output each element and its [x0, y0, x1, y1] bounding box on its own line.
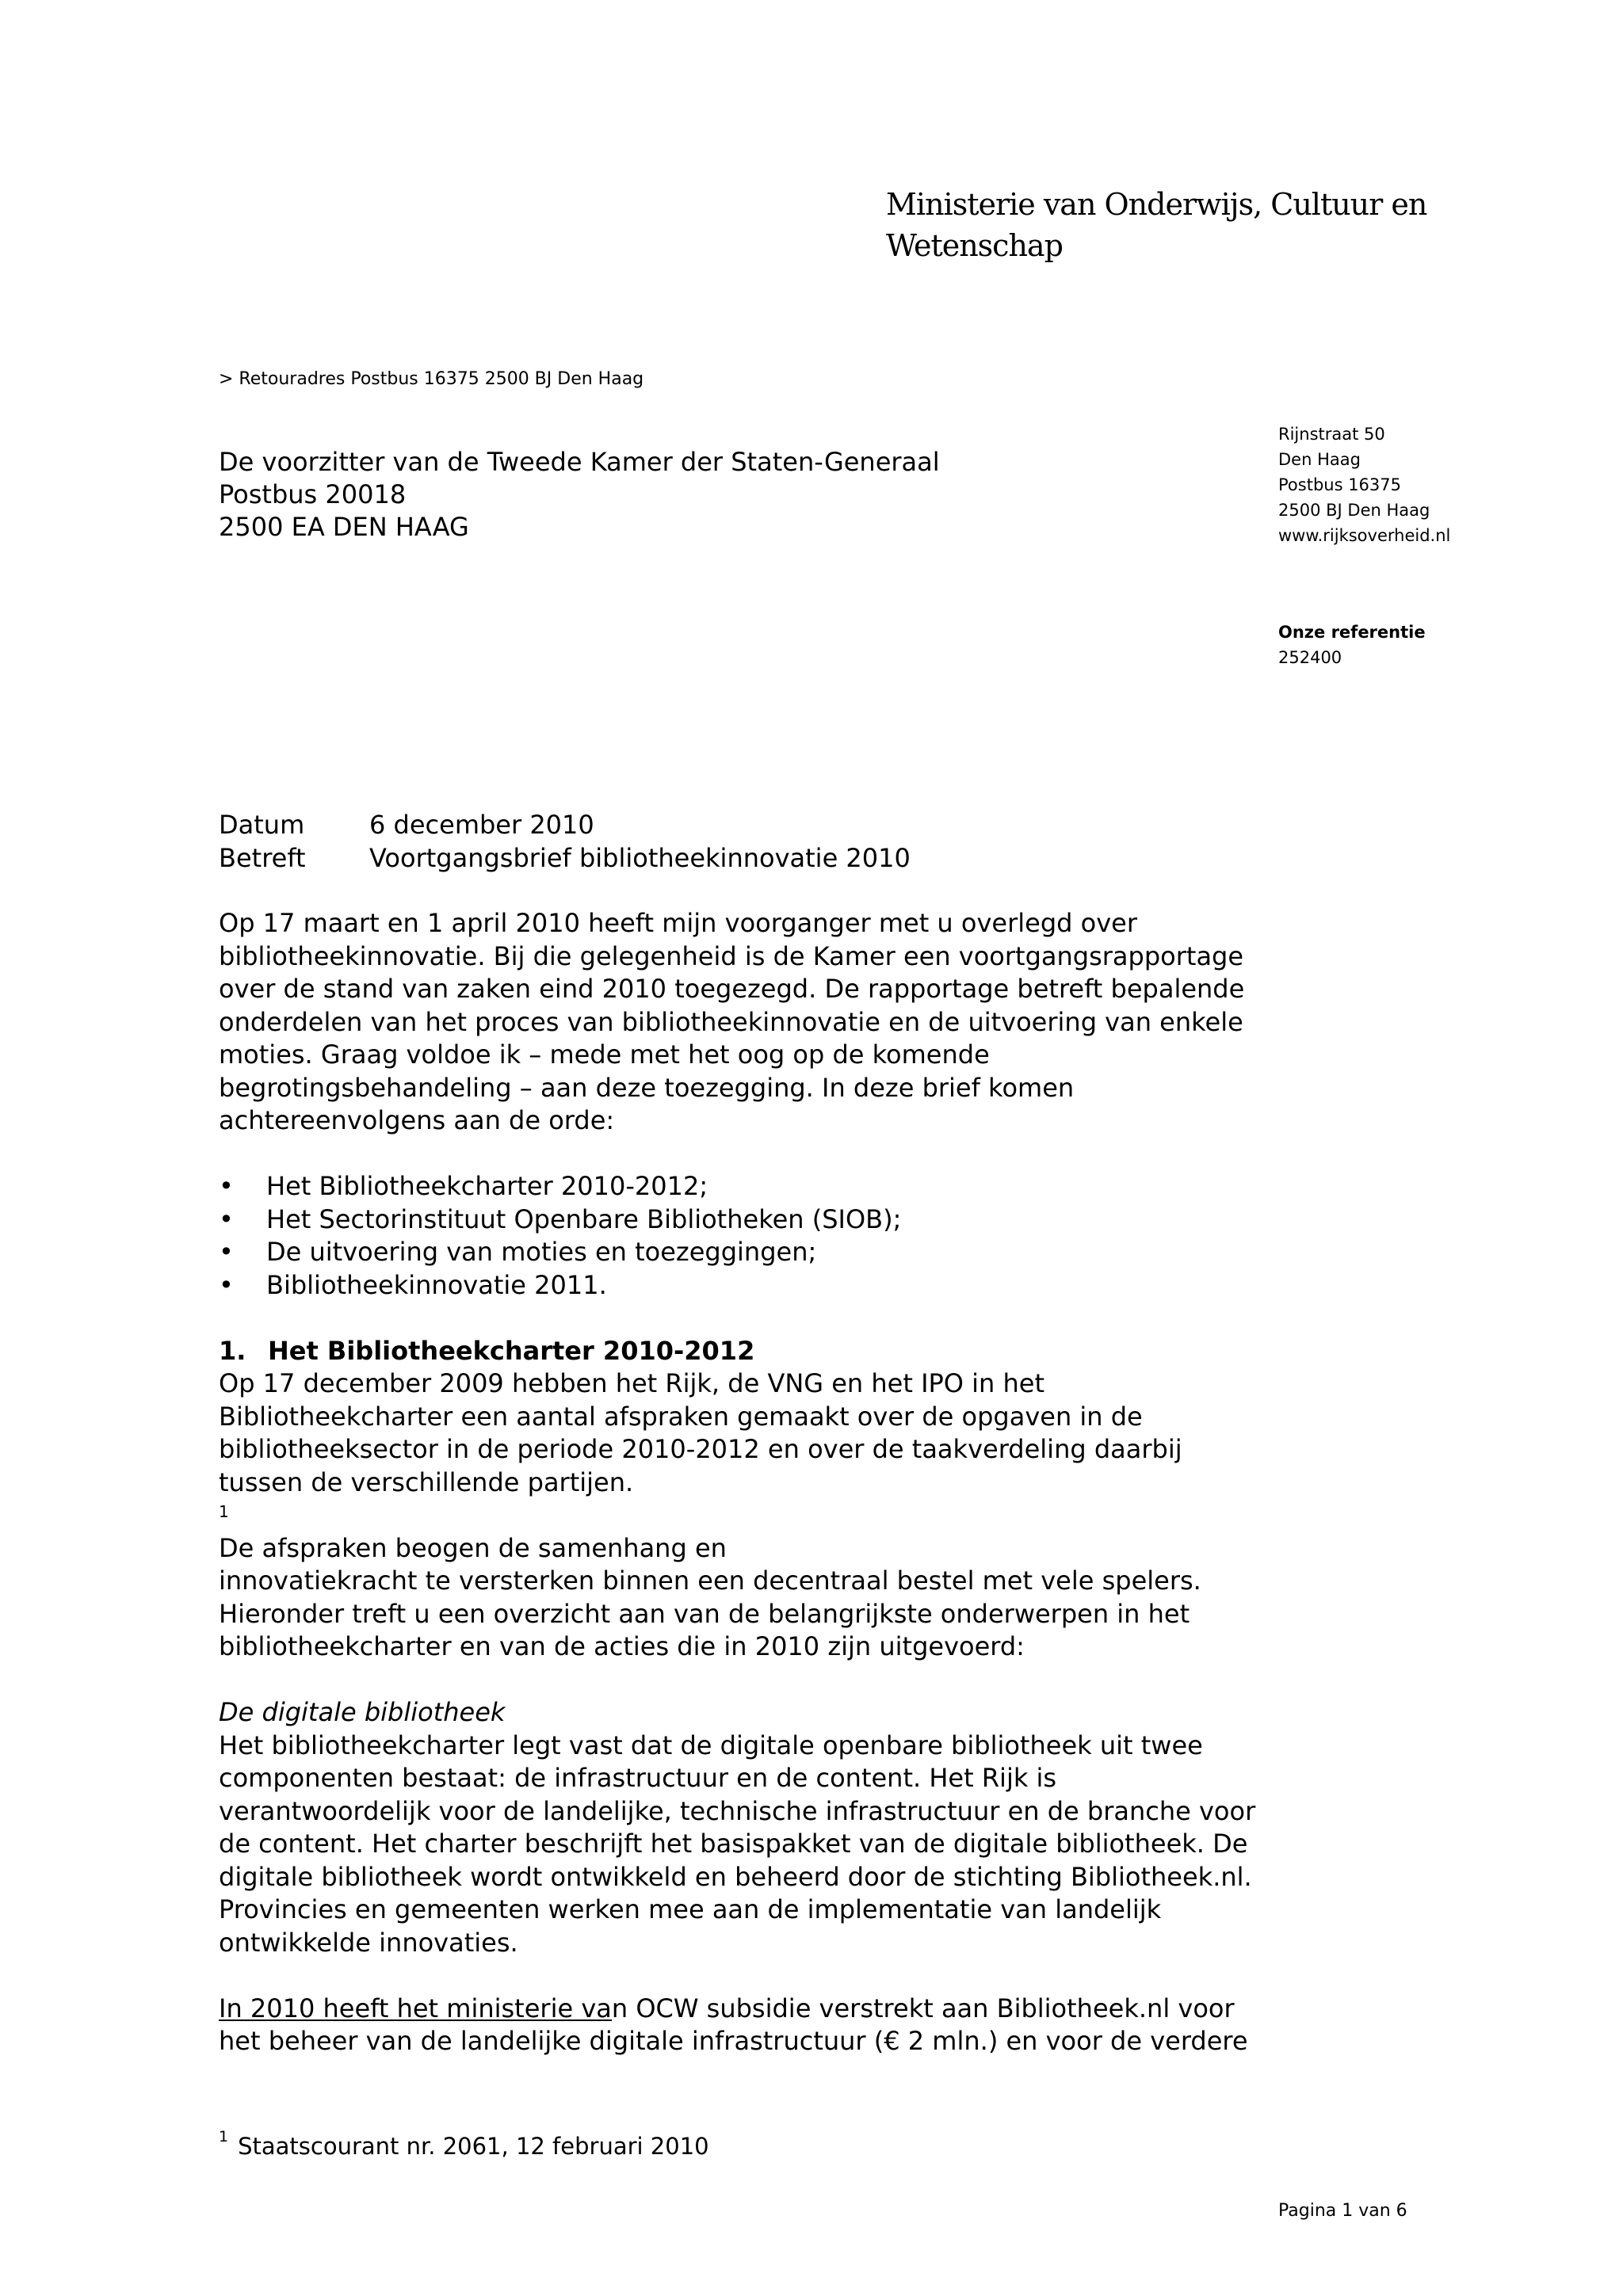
subject-value: Voortgangsbrief bibliotheekinnovatie 2010 — [369, 843, 911, 873]
text-line: moties. Graag voldoe ik – mede met het oog op de komende — [219, 1039, 990, 1070]
text-line: bibliotheekinnovatie. Bij die gelegenheid is de Kamer een voortgangsrapportage — [219, 940, 1244, 971]
addressee-line: Postbus 20018 — [219, 479, 407, 509]
sender-line: Rijnstraat 50 — [1278, 425, 1385, 444]
text-line: verantwoordelijk voor de landelijke, technische infrastructuur en de branche voor — [219, 1795, 1256, 1826]
text-line: onderdelen van het proces van bibliotheekinnovatie en de uitvoering van enkele — [219, 1006, 1243, 1037]
text-line: het beheer van de landelijke digitale infrastructuur (€ 2 mln.) en voor de verdere — [219, 2026, 1248, 2056]
text-line: begrotingsbehandeling – aan deze toezegging. In deze brief komen — [219, 1072, 1075, 1103]
addressee-block — [219, 446, 940, 543]
sender-website: www.rijksoverheid.nl — [1278, 526, 1451, 545]
intro-paragraph — [219, 907, 1257, 1138]
subheading-digital-library: De digitale bibliotheek — [219, 1697, 506, 1727]
addressee-line: De voorzitter van de Tweede Kamer der Staten-Generaal — [219, 447, 940, 477]
date-label: Datum — [219, 810, 305, 840]
text-line: achtereenvolgens aan de orde: — [219, 1105, 615, 1135]
section-number: 1. — [219, 1335, 246, 1366]
sender-line: 2500 BJ Den Haag — [1278, 501, 1430, 520]
subsidy-paragraph — [219, 1993, 1257, 2058]
digital-paragraph — [219, 1730, 1257, 1960]
text-line: componenten bestaat: de infrastructuur en de content. Het Rijk is — [219, 1763, 1057, 1793]
reference-value: 252400 — [1278, 648, 1342, 667]
logo-line-1: Ministerie van Onderwijs, Cultuur en — [886, 187, 1427, 222]
return-address: > Retouradres Postbus 16375 2500 BJ Den Haag — [219, 369, 644, 389]
topic-list — [219, 1170, 1257, 1302]
text-line: over de stand van zaken eind 2010 toegezegd. De rapportage betreft bepalende — [219, 974, 1245, 1004]
page-number: Pagina 1 van 6 — [1278, 2201, 1407, 2221]
text-line: bibliotheeksector in de periode 2010-2012 en over de taakverdeling daarbij — [219, 1434, 1182, 1464]
footnote — [219, 2128, 709, 2160]
text-line: Hieronder treft u een overzicht aan van de belangrijkste onderwerpen in het — [219, 1598, 1190, 1629]
footnote-text: Staatscourant nr. 2061, 12 februari 2010 — [238, 2133, 709, 2160]
footnote-number: 1 — [219, 2128, 229, 2145]
subject-label: Betreft — [219, 843, 306, 873]
section-title: Het Bibliotheekcharter 2010-2012 — [268, 1335, 755, 1366]
list-item: • Bibliotheekinnovatie 2011. — [219, 1269, 1257, 1302]
footnote-marker: 1 — [219, 1502, 229, 1521]
list-item: • Het Sectorinstituut Openbare Bibliotheken (SIOB); — [219, 1203, 1257, 1237]
text-line: In 2010 heeft het ministerie van OCW subsidie verstrekt aan Bibliotheek.nl voor — [219, 1993, 1235, 2023]
text-line: innovatiekracht te versterken binnen een decentraal bestel met vele spelers. — [219, 1566, 1201, 1596]
date-value: 6 december 2010 — [369, 810, 594, 840]
letter-body — [219, 907, 1257, 2058]
addressee-line: 2500 EA DEN HAAG — [219, 512, 469, 542]
text-fragment: De afspraken beogen de samenhang en — [219, 1532, 727, 1563]
section1-paragraph — [219, 1367, 1257, 1664]
text-line: Op 17 december 2009 hebben het Rijk, de VNG en het IPO in het — [219, 1368, 1045, 1398]
text-line: Provincies en gemeenten werken mee aan de implementatie van landelijk — [219, 1894, 1162, 1924]
text-line: bibliotheekcharter en van de acties die in 2010 zijn uitgevoerd: — [219, 1631, 1025, 1661]
text-line: Op 17 maart en 1 april 2010 heeft mijn voorganger met u overlegd over — [219, 908, 1137, 938]
text-line: de content. Het charter beschrijft het basispakket van de digitale bibliotheek. De — [219, 1829, 1248, 1859]
text-line: digitale bibliotheek wordt ontwikkeld en beheerd door de stichting Bibliotheek.nl. — [219, 1861, 1252, 1892]
list-item: • De uitvoering van moties en toezeggingen; — [219, 1236, 1257, 1269]
text-line-with-footnote — [219, 1466, 1257, 1566]
reference-block — [1278, 620, 1426, 670]
text-line: Bibliotheekcharter een aantal afspraken gemaakt over de opgaven in de — [219, 1401, 1143, 1432]
text-fragment: tussen de verschillende partijen. — [219, 1466, 634, 1497]
sender-line: Postbus 16375 — [1278, 475, 1401, 494]
subject-row — [219, 841, 911, 875]
reference-label: Onze referentie — [1278, 623, 1426, 642]
list-item: • Het Bibliotheekcharter 2010-2012; — [219, 1170, 1257, 1203]
ministry-logo — [886, 184, 1426, 266]
letter-meta — [219, 808, 911, 875]
sender-line: Den Haag — [1278, 450, 1361, 469]
logo-line-2: Wetenschap — [886, 228, 1063, 263]
text-line: ontwikkelde innovaties. — [219, 1927, 518, 1958]
sender-address — [1278, 421, 1450, 548]
footnote-separator — [219, 2019, 612, 2021]
text-line: Het bibliotheekcharter legt vast dat de digitale openbare bibliotheek uit twee — [219, 1730, 1203, 1760]
date-row — [219, 808, 911, 841]
section-heading — [219, 1335, 1257, 1368]
